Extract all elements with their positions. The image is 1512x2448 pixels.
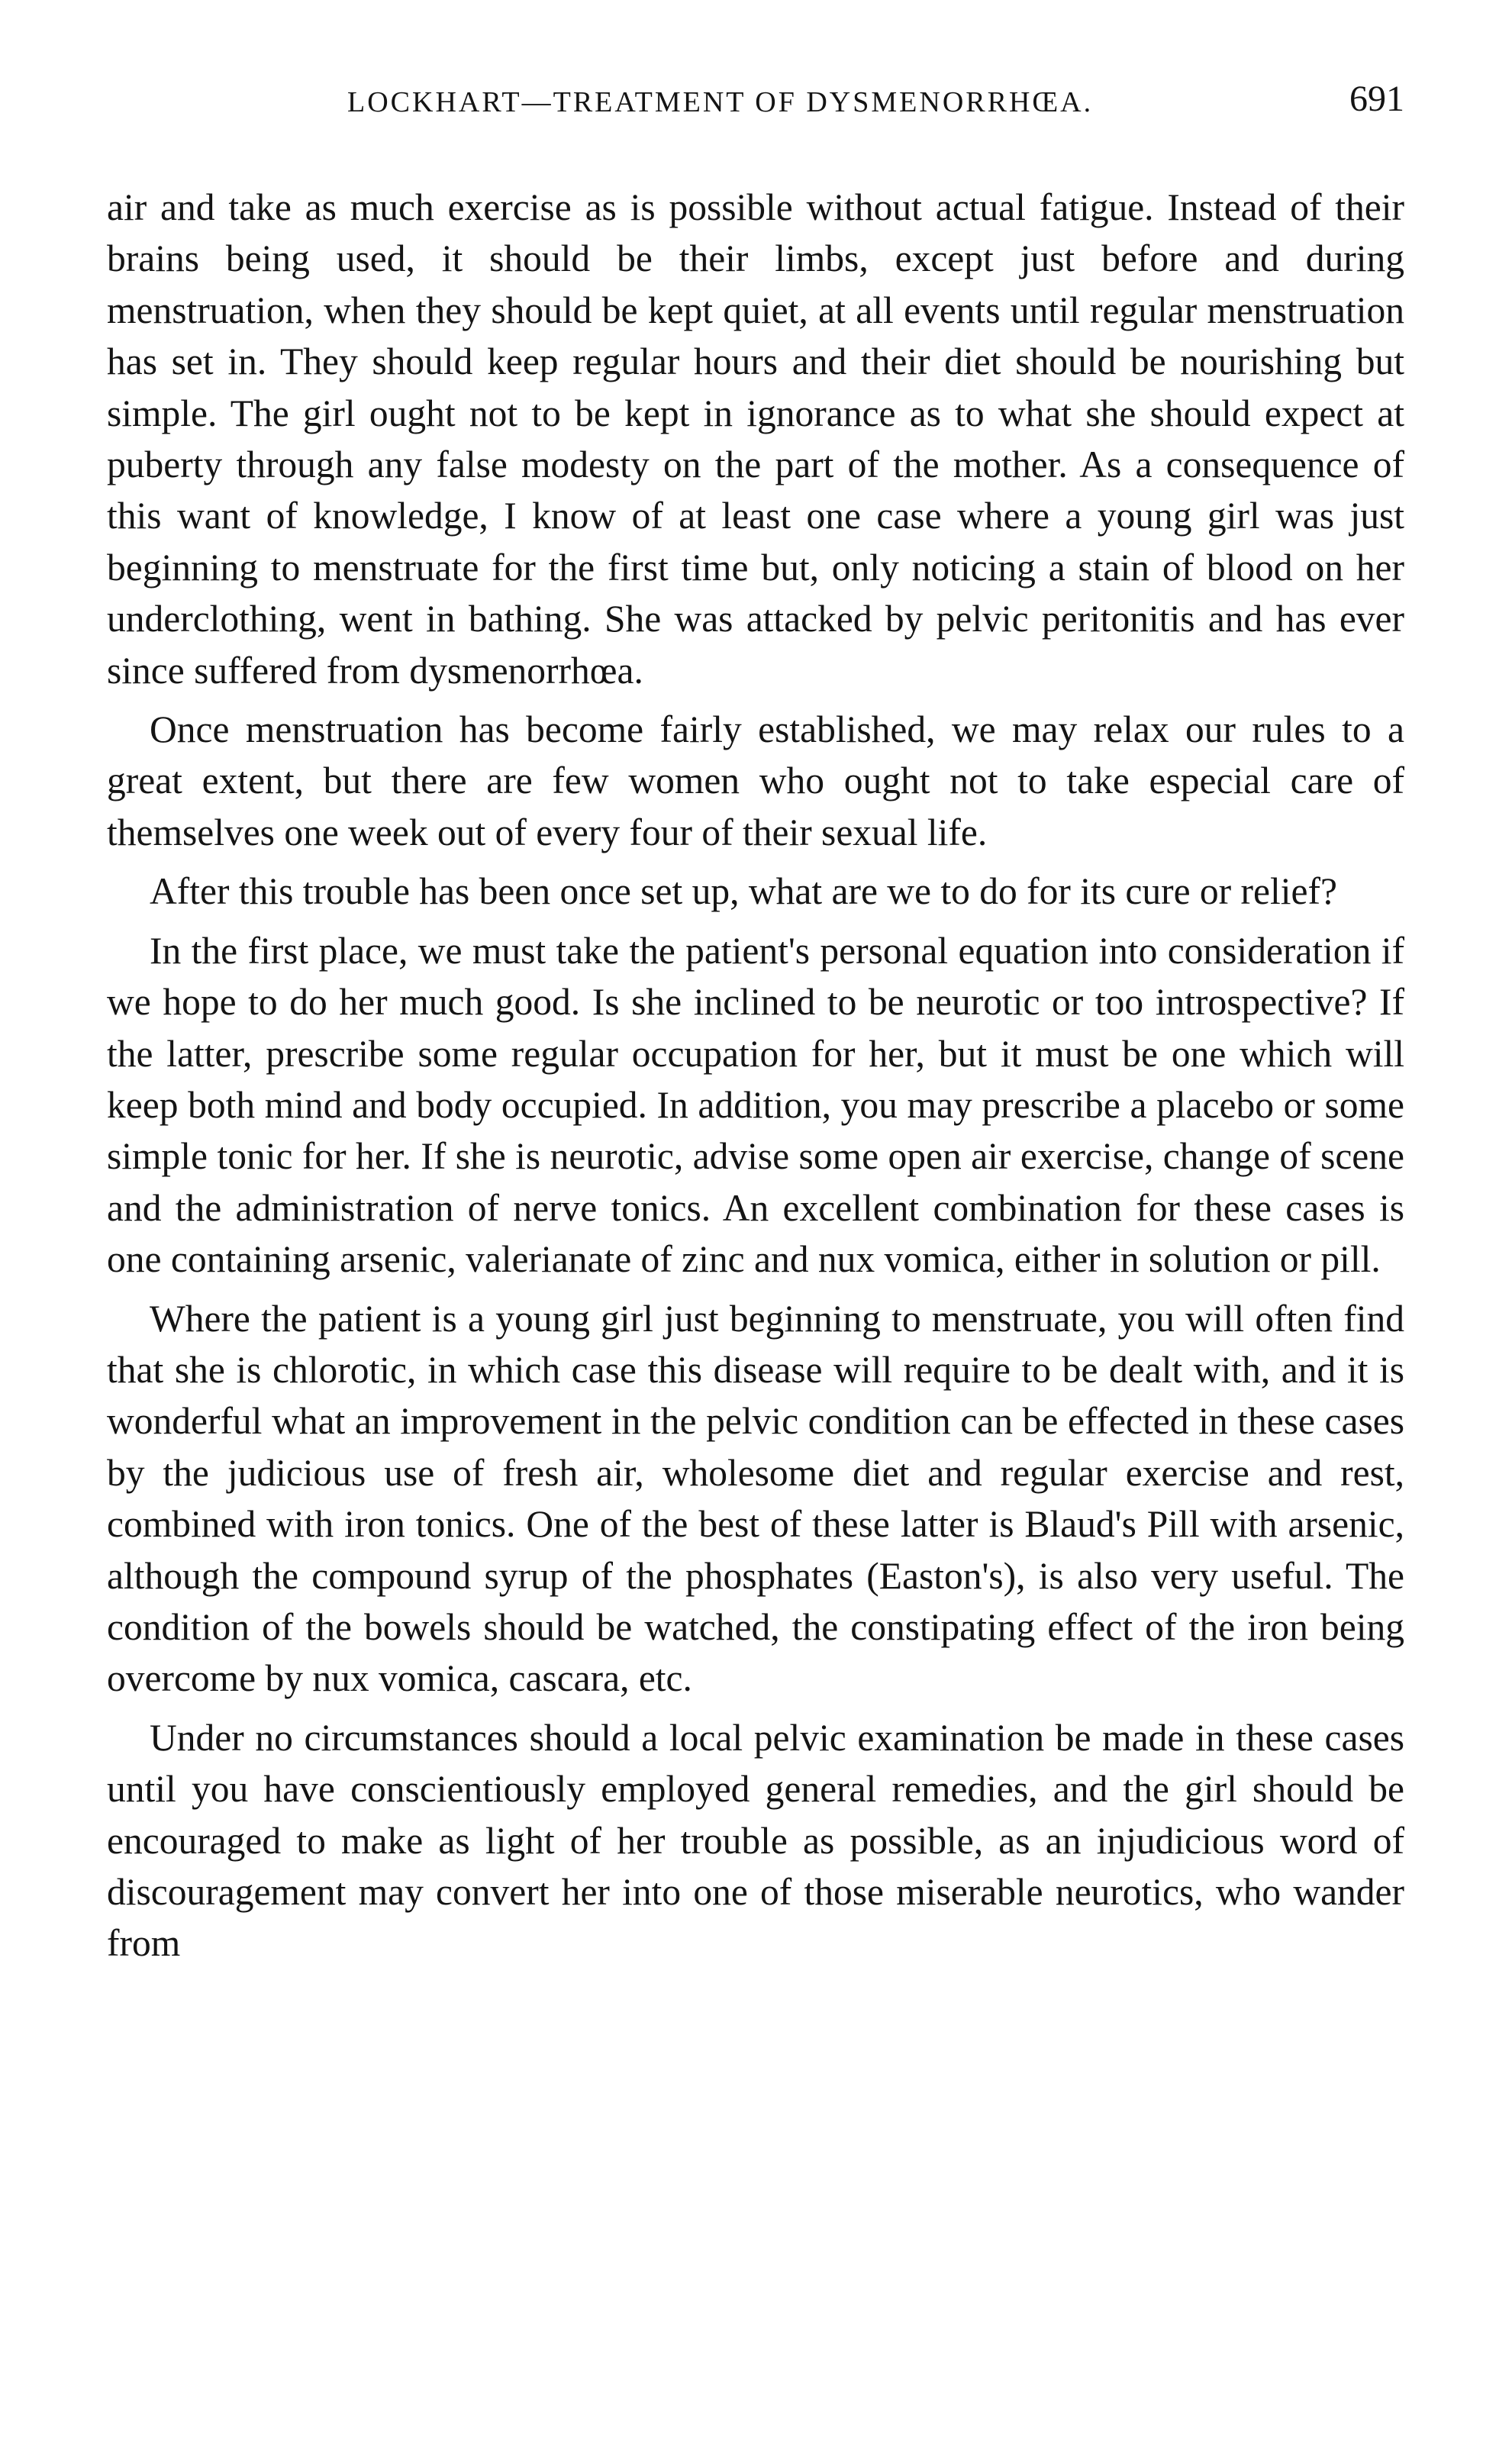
journal-page — [107, 76, 1404, 1977]
running-title: LOCKHART—TREATMENT OF DYSMENORRHŒA. — [347, 86, 1094, 118]
body-text — [107, 182, 1404, 1969]
page-number: 691 — [1349, 79, 1404, 119]
paragraph: After this trouble has been once set up, what are we to do for its cure or relief? — [150, 870, 1337, 913]
running-head — [107, 76, 1404, 137]
paragraph: Under no circumstances should a local pelvic examination be made in these cases until you have conscientiously employed general remedies, and the girl should be encouraged to make as light of her trouble as possible, as an injudicious word of discouragement may convert her into one of those miserable neurotics, who wander from — [107, 1716, 1404, 1965]
paragraph: Once menstruation has become fairly established, we may relax our rules to a great extent, but there are few women who ought not to take especial care of themselves one week out of every four of their sexual life. — [107, 708, 1404, 853]
paragraph-continued: air and take as much exercise as is possible without actual fatigue. Instead of their brains being used, it should be their limbs, except just before and during menstruation, when they should be kept quiet, at all events until regular menstruation has set in. They should keep regular hours and their diet should be nourishing but simple. The girl ought not to be kept in ignorance as to what she should expect at puberty through any false modesty on the part of the mother. As a consequence of this want of knowledge, I know of at least one case where a young girl was just beginning to menstruate for the first time but, only noticing a stain of blood on her underclothing, went in bathing. She was attacked by pelvic peritonitis and has ever since suffered from dysmenorrhœa. — [107, 186, 1404, 692]
paragraph: Where the patient is a young girl just beginning to menstruate, you will often find that she is chlorotic, in which case this disease will require to be dealt with, and it is wonderful what an improvement in the pelvic condition can be effected in these cases by the judicious use of fresh air, wholesome diet and regular exercise and rest, combined with iron tonics. One of the best of these latter is Blaud's Pill with arsenic, although the compound syrup of the phosphates (Easton's), is also very useful. The condition of the bowels should be watched, the constipating effect of the iron being overcome by nux vomica, cascara, etc. — [107, 1297, 1404, 1700]
paragraph: In the first place, we must take the patient's personal equation into consideration if we hope to do her much good. Is she inclined to be neurotic or too introspective? If the latter, prescribe some regular occupation for her, but it must be one which will keep both mind and body occupied. In addition, you may prescribe a placebo or some simple tonic for her. If she is neurotic, advise some open air exercise, change of scene and the administration of nerve tonics. An excellent combination for these cases is one containing arsenic, valerianate of zinc and nux vomica, either in solution or pill. — [107, 929, 1404, 1281]
